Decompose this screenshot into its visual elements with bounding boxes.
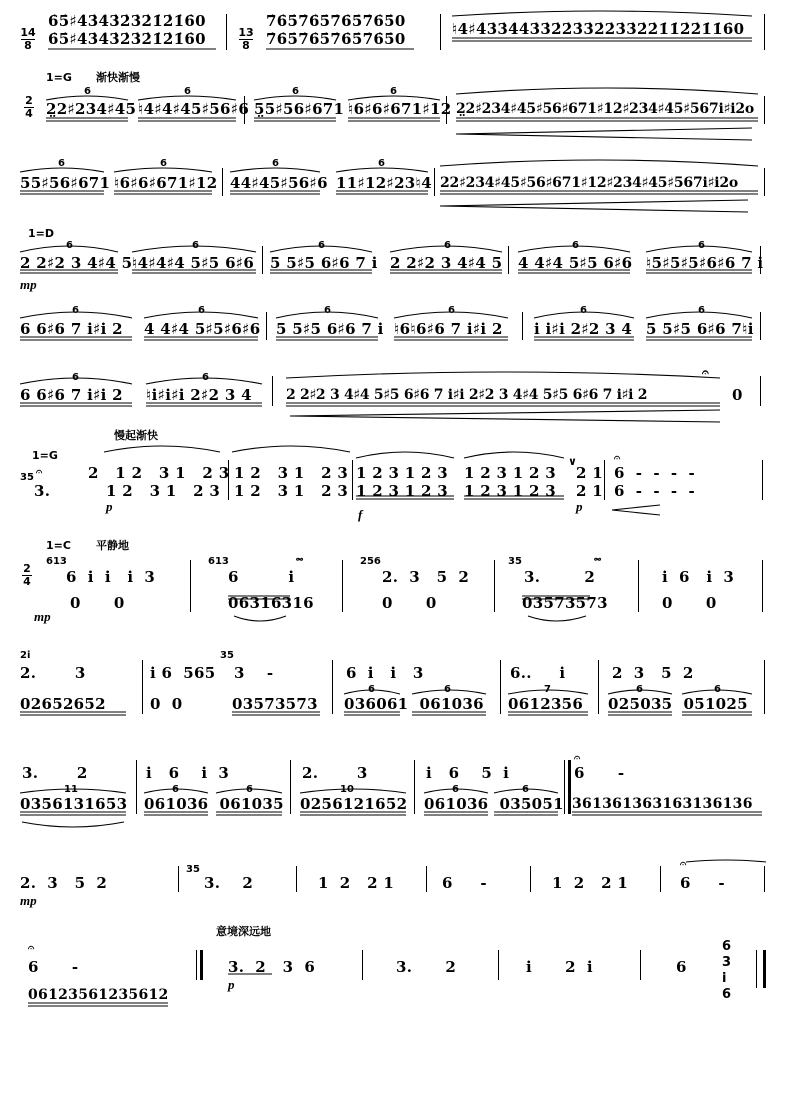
barline [764, 96, 765, 124]
tuplet-number: 6 [448, 305, 455, 316]
barline [362, 950, 363, 980]
barline [136, 760, 137, 814]
barline [604, 460, 605, 500]
measure-3-notes: 1 2 2 1 [318, 874, 395, 892]
measure-4-lower: 1 2 3 1 2 3 [464, 482, 557, 500]
measure-5-lower: 0612356 [508, 695, 584, 713]
key-signature: 1=D [28, 227, 55, 240]
grace-notes: 256 [360, 556, 381, 567]
tuplet-number: 6 [368, 684, 375, 695]
tuplet-number: 6 [292, 86, 299, 97]
measure-3-lower: 0256121652 [300, 795, 408, 813]
measure-5-notes: 6 [676, 958, 687, 976]
measure-5-lower: 0 0 [662, 594, 717, 612]
tuplet-number: 6 [272, 158, 279, 169]
dynamic-mp: mp [20, 277, 37, 292]
note-group-1: 55♯56♯671 [20, 174, 111, 192]
barline [760, 246, 761, 274]
tuplet-number: 6 [72, 305, 79, 316]
grace-notes: 35 [20, 472, 34, 483]
grace-notes: 35 [186, 864, 200, 875]
barline [446, 96, 447, 124]
measure-2-upper: i 6 565 [150, 664, 216, 682]
measure-4-upper: 3. 2 [524, 568, 596, 586]
barline [760, 376, 761, 406]
tuplet-number: 7 [544, 684, 551, 695]
note-group-1: 6 6♯6 7 i♯i 2 [20, 320, 123, 338]
note-group-3: 5 5♯5 6♯6 7 i [276, 320, 384, 338]
barline [414, 760, 415, 814]
tuplet-number: 6 [172, 784, 179, 795]
measure-6-lower: 6 - - - - [614, 482, 696, 500]
barline [660, 866, 661, 892]
note-group-4: 2 2♯2 3 4♯4 5 [390, 254, 503, 272]
measure-3-notes: ♮4♯4̇3̇3̇4̇4̇3̇3̇2̇2̇3̇3̇2̇2̇3̇3̇2̇2̇1̇1̇2̇2̇1̇1̇6̇0 [452, 20, 745, 38]
barline [142, 660, 143, 714]
tempo-marking: 慢起渐快 [114, 429, 158, 442]
tuplet-number: 6 [522, 784, 529, 795]
measure-4-lower: 036061 061036 [344, 695, 484, 713]
barline [244, 96, 245, 124]
barline [426, 866, 427, 892]
measure-6-upper: 2 3 5 2 [612, 664, 694, 682]
barline [290, 760, 291, 814]
note-group-4: 11♯12♯23♮4 [336, 174, 432, 192]
measure-2-lower: 06316316 [228, 594, 314, 612]
barline [190, 560, 191, 612]
barline [296, 866, 297, 892]
measure-3-notes: 3. 2 [396, 958, 457, 976]
time-sig-numerator: 2 [25, 94, 33, 107]
measure-1-lower: 0 0 [70, 594, 125, 612]
note-group-3: 5 5♯5 6♯6 7 i [270, 254, 378, 272]
measure-2-upper: 6 i [228, 568, 295, 586]
note-group-1: 6 6♯6 7 i♯i 2 [20, 386, 123, 404]
barline [508, 246, 509, 274]
barline [262, 246, 263, 274]
measure-1-lower: 0356131653 [20, 795, 128, 813]
dynamic-p: p [106, 499, 113, 514]
measure-1-upper: 6 - [28, 958, 79, 976]
note-group-2: ♮4♯4♯45♯56♯6 [138, 100, 250, 118]
fermata-icon: 𝄐 [574, 751, 581, 764]
measure-3-lower: 03573573 [232, 695, 318, 713]
time-sig-numerator: 13 [238, 26, 254, 39]
measure-4-upper: 6 i i 3 [346, 664, 424, 682]
tuplet-number: 6 [192, 240, 199, 251]
measure-1-lower: 1 2 3 1 2 3 [106, 482, 221, 500]
barline [178, 866, 179, 892]
dynamic-p: p [576, 499, 583, 514]
fermata-icon: 𝄐 [614, 451, 621, 464]
measure-2-lower: 0 0 [150, 695, 183, 713]
measure-4-lower: 061036 035051 [424, 795, 564, 813]
measure-6-upper: 6 - - - - [614, 464, 696, 482]
dynamic-mp: mp [34, 609, 51, 624]
note-group-5: i i♯i 2♯2 3 4 [534, 320, 633, 338]
tuplet-number: 6 [72, 372, 79, 383]
breath-mark-icon: ∨ [568, 455, 577, 468]
measure-2-lower: 1 2 3 1 2 3 [234, 482, 349, 500]
dynamic-p: p [228, 977, 235, 992]
measure-4-upper: 1 2 3 1 2 3 [464, 464, 557, 482]
tuplet-number: 6 [444, 684, 451, 695]
fermata-icon: 𝄐 [702, 365, 709, 379]
barline [762, 460, 763, 500]
note-group-4: ♮6♯6♯671♯12 [348, 100, 452, 118]
tuplet-number: 6 [580, 305, 587, 316]
grace-notes: 35 [220, 650, 234, 661]
measure-2-upper: 1 2 3 1 2 3 [234, 464, 349, 482]
measure-1-upper: 6̇5̇♯4̇3̇4̇3̇2̇3̇2̇1̇2̇1̇6̇0 [48, 12, 206, 30]
note-group-6: ♮5♯5♯5♯6♯6 7 i [646, 254, 764, 272]
note-group-4: ♮6♮6♯6 7 i♯i 2 [394, 320, 503, 338]
grace-notes: 2i [20, 650, 31, 661]
measure-2-upper: 7̇6̇5̇7̇6̇5̇7̇6̇5̇7̇6̇5̇0 [266, 12, 406, 30]
tuplet-number: 6 [698, 305, 705, 316]
time-signature-2-4 [20, 564, 34, 587]
measure-1-lower: 06123561235612 [28, 987, 169, 1003]
measure-1-upper: 3. 2 [22, 764, 88, 782]
note-group-6: 5 5♯5 6♯6 7♮i [646, 320, 754, 338]
chord-note-2: 3 [722, 955, 732, 970]
measure-1-notes: 2. 3 5 2 [20, 874, 108, 892]
measure-4-notes: i 2 i [526, 958, 593, 976]
tuplet-number: 6 [184, 86, 191, 97]
measure-1-upper: 2 1 2 3 1 2 3 [88, 464, 230, 482]
barline [764, 660, 765, 714]
barline [494, 560, 495, 612]
chord-note-1: 6 [722, 939, 732, 954]
measure-6-lower: 025035 051025 [608, 695, 748, 713]
barline [640, 950, 641, 980]
final-barline-thick [760, 950, 766, 988]
barline [332, 660, 333, 714]
measure-1-lower: 02652652 [20, 695, 106, 713]
time-signature-2-4 [22, 96, 36, 119]
time-sig-numerator: 14 [20, 26, 36, 39]
tuplet-number: 10 [340, 784, 354, 795]
measure-5-notes: 1 2 2 1 [552, 874, 629, 892]
tuplet-number: 6 [66, 240, 73, 251]
tuplet-number: 6 [444, 240, 451, 251]
measure-5-lower: 361361363163136136 [572, 796, 753, 812]
note-group-2: ♮i♯i♯i 2♯2 3 4 [146, 386, 252, 404]
measure-5-upper: 6 - [574, 764, 625, 782]
measure-1-lower: 6̇5̇♯4̇3̇4̇3̇2̇3̇2̇1̇2̇1̇6̇0 [48, 30, 206, 48]
tuplet-number: 6 [202, 372, 209, 383]
note-group-3: 44♯45♯56♯6 [230, 174, 328, 192]
measure-4-upper: i 6 5 i [426, 764, 510, 782]
barline [352, 460, 353, 500]
barline [522, 312, 523, 340]
barline [228, 460, 229, 500]
tuplet-number: 6 [324, 305, 331, 316]
tuplet-number: 6 [452, 784, 459, 795]
measure-5-upper: 6.. i [510, 664, 566, 682]
measure-6-notes: 6 - [680, 874, 725, 892]
tempo-marking: 平静地 [96, 539, 129, 552]
time-sig-denominator: 8 [24, 39, 32, 52]
measure-3-upper: 2. 3 [302, 764, 368, 782]
measure-3-lower: 0 0 [382, 594, 437, 612]
time-signature-14-8 [20, 28, 36, 51]
note-group-2: ♮6♯6♯671♯12 [114, 174, 218, 192]
tuplet-number: 6 [84, 86, 91, 97]
barline [226, 14, 227, 50]
fermata-icon: 𝄐 [28, 941, 35, 954]
measure-3-lower: 1 2 3 1 2 3 [356, 482, 449, 500]
tuplet-number: 6 [160, 158, 167, 169]
tuplet-number: 6 [714, 684, 721, 695]
chord-note-3: i [722, 971, 727, 986]
key-signature: 1=G [32, 449, 58, 462]
barline [434, 168, 435, 196]
barline [440, 14, 441, 50]
grace-notes: 613 [46, 556, 67, 567]
fermata-icon: 𝄐 [36, 465, 43, 478]
dynamic-f: f [358, 507, 363, 522]
tempo-marking: 渐快渐慢 [96, 71, 140, 84]
barline [638, 560, 639, 612]
tuplet-number: 11 [64, 784, 78, 795]
note-group-5: 2̤2♯234♯45♯56♯671♯12♯234♯45♯567i♯i2o [456, 101, 754, 117]
tuplet-number: 6 [698, 240, 705, 251]
time-sig-denominator: 8 [242, 39, 250, 52]
barline [764, 866, 765, 892]
fermata-icon: 𝄐 [680, 857, 687, 870]
key-signature: 1=C [46, 539, 71, 552]
measure-5-upper: 2 1 [576, 464, 603, 482]
barline [598, 660, 599, 714]
tuplet-number: 6 [636, 684, 643, 695]
measure-3-upper: 1 2 3 1 2 3 [356, 464, 449, 482]
measure-4-notes: 6 - [442, 874, 487, 892]
measure-5-lower: 2 1 [576, 482, 603, 500]
measure-1-upper: 6 i i i 3 [66, 568, 156, 586]
tuplet-number: 6 [58, 158, 65, 169]
sustained-note: 3. [34, 482, 51, 500]
note-group-5: 4 4♯4 5♯5 6♯6 [518, 254, 633, 272]
barline [272, 376, 273, 406]
tuplet-number: 6 [390, 86, 397, 97]
mordent-icon: 𝆗 [296, 551, 304, 566]
tuplet-number: 6 [318, 240, 325, 251]
measure-4-lower: 03573573 [522, 594, 608, 612]
key-signature: 1=G [46, 71, 72, 84]
tuplet-number: 6 [572, 240, 579, 251]
barline [764, 168, 765, 196]
measure-2-notes: 3. 2 3 6 [228, 958, 316, 976]
tuplet-number: 6 [378, 158, 385, 169]
rest-0: 0 [732, 386, 743, 404]
measure-2-notes: 3. 2 [204, 874, 254, 892]
note-group-3: 2 2♯2 3 4♯4 5♯5 6♯6 7 i♯i 2♯2 3 4♯4 5♯5 6♯6 7 i♯i 2 [286, 387, 648, 403]
repeat-end-barline [196, 950, 203, 980]
barline [222, 168, 223, 196]
measure-5-upper: i 6 i 3 [662, 568, 735, 586]
dynamic-mp: mp [20, 893, 37, 908]
measure-3-upper: 2. 3 5 2 [382, 568, 470, 586]
note-group-2: 4 4♯4 5♯5♯6♯6 [144, 320, 261, 338]
grace-notes: 613 [208, 556, 229, 567]
chord-note-4: 6 [722, 987, 732, 1002]
barline [498, 950, 499, 980]
note-group-2: ♮4♯4♯4 5♯5 6♯6 [132, 254, 255, 272]
time-sig-denominator: 4 [25, 107, 33, 120]
note-group-5: 22♯234♯45♯56♯671♯12♯234♯45♯567i♯i2o [440, 175, 738, 191]
time-sig-denominator: 4 [23, 575, 31, 588]
time-sig-numerator: 2 [23, 562, 31, 575]
tuplet-number: 6 [246, 784, 253, 795]
measure-2-lower: 7̇6̇5̇7̇6̇5̇7̇6̇5̇7̇6̇5̇0 [266, 30, 406, 48]
mordent-icon: 𝆗 [594, 551, 602, 566]
note-group-1: 2 2♯2 3 4♯4 5 [20, 254, 133, 272]
note-group-3: 5̤5♯56♯671 [254, 100, 345, 118]
repeat-start-barline [564, 760, 571, 814]
measure-3-upper: 3 - [234, 664, 274, 682]
barline [530, 866, 531, 892]
barline [342, 560, 343, 612]
barline [500, 660, 501, 714]
grace-notes: 35 [508, 556, 522, 567]
final-barline-thin [756, 950, 757, 988]
measure-2-lower: 061036 061035 [144, 795, 284, 813]
measure-2-upper: i 6 i 3 [146, 764, 230, 782]
barline [760, 312, 761, 340]
tempo-marking: 意境深远地 [216, 925, 271, 938]
measure-1-upper: 2. 3 [20, 664, 86, 682]
time-signature-13-8 [238, 28, 254, 51]
barline [764, 14, 765, 50]
note-group-1: 2̤2♯234♯45 [46, 100, 137, 118]
tuplet-number: 6 [198, 305, 205, 316]
barline [762, 560, 763, 612]
barline [266, 312, 267, 340]
